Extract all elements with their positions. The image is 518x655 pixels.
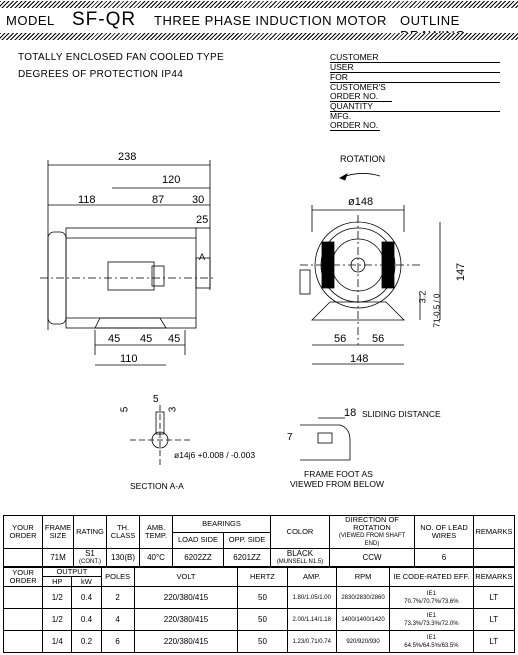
out-order-cell	[4, 631, 43, 653]
spec-rating-main: S1	[85, 549, 95, 558]
dim-56-right: 56	[372, 333, 385, 345]
out-kw: 0.4	[72, 609, 101, 631]
out-ie	[390, 587, 473, 609]
dim-45-left: 45	[108, 333, 121, 345]
dim-width-148: 148	[350, 353, 369, 365]
out-header-rpm: RPM	[336, 567, 389, 587]
spec-opp-bearing: 6201ZZ	[224, 549, 271, 568]
model-label: MODEL	[6, 13, 55, 28]
table-row	[4, 587, 515, 609]
out-ie	[390, 631, 473, 653]
spec-frame: 71M	[43, 549, 74, 568]
dim-56-left: 56	[334, 333, 347, 345]
spec-order-cell	[4, 549, 43, 568]
doc-type: OUTLINE	[400, 13, 460, 28]
header-lead-wires: NO. OF LEAD WIRES	[415, 516, 474, 549]
out-ie-code: IE1	[426, 590, 436, 597]
spec-lead-wires: 6	[415, 549, 474, 568]
header-opp-side: OPP. SIDE	[224, 532, 271, 549]
quantity-field: QUANTITY	[330, 102, 500, 112]
out-poles: 2	[101, 587, 134, 609]
out-header-amp: AMP.	[287, 567, 336, 587]
out-header-volt: VOLT	[134, 567, 238, 587]
header-remarks: REMARKS	[474, 516, 515, 549]
out-remarks: LT	[473, 609, 514, 631]
note-protection: DEGREES OF PROTECTION IP44	[18, 69, 184, 80]
dim-87: 87	[152, 194, 165, 206]
out-rpm: 1400/1400/1420	[336, 609, 389, 631]
out-ie-eff: 70.7%/70.7%/73.6%	[404, 598, 459, 605]
header-direction-sub: (VIEWED FROM SHAFT END)	[338, 533, 406, 547]
header-direction-main: DIRECTION OF ROTATION	[345, 515, 399, 532]
spec-load-bearing: 6202ZZ	[173, 549, 224, 568]
out-hertz: 50	[238, 587, 287, 609]
header-th-class: TH. CLASS	[107, 516, 140, 549]
out-remarks: LT	[473, 631, 514, 653]
dim-71: 71-0.5 / 0	[432, 293, 442, 328]
header-direction	[330, 516, 415, 549]
out-kw: 0.2	[72, 631, 101, 653]
dim-height-147: 147	[455, 262, 468, 282]
out-poles: 4	[101, 609, 134, 631]
out-hertz: 50	[238, 609, 287, 631]
out-header-output: OUTPUT	[43, 567, 101, 577]
dim-key-5-top: 5	[153, 394, 159, 405]
out-ie-eff: 64.5%/64.5%/63.5%	[404, 642, 459, 649]
spec-rating	[74, 549, 107, 568]
dim-110: 110	[120, 353, 138, 365]
out-header-poles: POLES	[101, 567, 134, 587]
out-header-order: YOUR ORDER	[4, 567, 43, 587]
table-row	[4, 631, 515, 653]
spec-color-main: BLACK	[286, 549, 314, 558]
dim-25: 25	[196, 214, 209, 226]
dim-overall-length: 238	[118, 151, 137, 163]
out-amp: 1.23/0.71/0.74	[287, 631, 336, 653]
out-ie-code: IE1	[426, 612, 436, 619]
mfg-order-field: MFG. ORDER NO.	[330, 111, 379, 130]
dim-3-2: 3.2	[417, 290, 428, 304]
out-hp: 1/2	[43, 609, 72, 631]
table-row	[4, 609, 515, 631]
out-volt: 220/380/415	[134, 609, 238, 631]
dim-diameter-148: ø148	[348, 196, 374, 208]
shaft-section-marker: A	[199, 252, 206, 262]
header-color: COLOR	[271, 516, 330, 549]
spec-color	[271, 549, 330, 568]
out-header-ie: IE CODE-RATED EFF.	[390, 567, 473, 587]
user-field: USER	[330, 63, 500, 73]
dim-key-3: 3	[167, 406, 179, 413]
out-order-cell	[4, 587, 43, 609]
dim-shaft-diameter: ø14j6 +0.008 / -0.003	[174, 450, 256, 460]
out-ie	[390, 609, 473, 631]
dim-30: 30	[192, 194, 205, 206]
spec-th-class: 130(B)	[107, 549, 140, 568]
out-header-kw: kW	[72, 577, 101, 587]
customer-field: CUSTOMER	[330, 53, 500, 63]
header-load-side: LOAD SIDE	[173, 532, 224, 549]
foot-label-line1: FRAME FOOT AS	[304, 469, 373, 479]
spec-amb-temp: 40°C	[140, 549, 173, 568]
dim-key-5-side: 5	[119, 406, 131, 413]
header-rating: RATING	[74, 516, 107, 549]
section-label: SECTION A-A	[130, 481, 184, 491]
header-your-order: YOUR ORDER	[4, 516, 43, 549]
dim-120: 120	[162, 174, 181, 186]
out-remarks: LT	[473, 587, 514, 609]
spec-direction: CCW	[330, 549, 415, 568]
foot-label-line2: VIEWED FROM BELOW	[290, 479, 384, 489]
dim-sliding-18: 18	[344, 407, 357, 419]
out-hp: 1/2	[43, 587, 72, 609]
customer-order-field: CUSTOMER'S ORDER NO.	[330, 83, 392, 102]
out-rpm: 2830/2830/2860	[336, 587, 389, 609]
out-ie-code: IE1	[426, 634, 436, 641]
model-name: SF-QR	[72, 9, 137, 30]
out-volt: 220/380/415	[134, 631, 238, 653]
out-poles: 6	[101, 631, 134, 653]
dim-118: 118	[78, 194, 96, 206]
dim-foot-7: 7	[287, 432, 293, 443]
out-ie-eff: 73.3%/73.3%/72.0%	[404, 620, 459, 627]
for-field: FOR	[330, 73, 500, 83]
spec-table	[3, 515, 515, 568]
spec-remarks	[474, 549, 515, 568]
dim-45-right: 45	[168, 333, 181, 345]
output-table	[3, 566, 515, 653]
product-title: THREE PHASE INDUCTION MOTOR	[154, 13, 387, 28]
out-header-hp: HP	[43, 577, 72, 587]
dim-45-middle: 45	[140, 333, 153, 345]
out-hertz: 50	[238, 631, 287, 653]
out-order-cell	[4, 609, 43, 631]
out-amp: 2.00/1.14/1.18	[287, 609, 336, 631]
out-header-remarks: REMARKS	[473, 567, 514, 587]
out-rpm: 920/920/930	[336, 631, 389, 653]
note-enclosure: TOTALLY ENCLOSED FAN COOLED TYPE	[18, 52, 224, 63]
rotation-label: ROTATION	[340, 154, 386, 164]
header-frame-size: FRAME SIZE	[43, 516, 74, 549]
out-kw: 0.4	[72, 587, 101, 609]
out-hp: 1/4	[43, 631, 72, 653]
out-amp: 1.80/1.05/1.00	[287, 587, 336, 609]
spec-color-sub: (MUNSELL N1.5)	[276, 559, 324, 565]
spec-rating-sub: (CONT.)	[79, 559, 101, 565]
sliding-distance-label: SLIDING DISTANCE	[362, 409, 441, 419]
out-volt: 220/380/415	[134, 587, 238, 609]
header-amb-temp: AMB. TEMP.	[140, 516, 173, 549]
out-header-hertz: HERTZ	[238, 567, 287, 587]
header-bearings: BEARINGS	[173, 516, 271, 533]
